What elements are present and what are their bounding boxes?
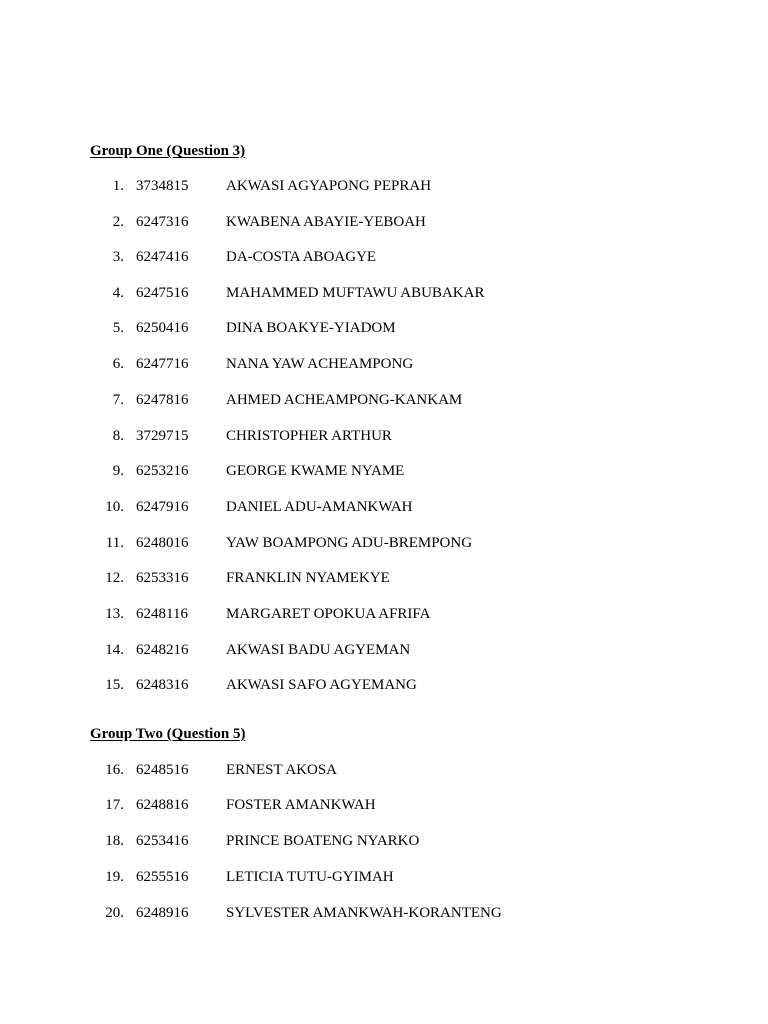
student-id: 6248116 — [136, 606, 188, 622]
list-item — [0, 760, 768, 780]
student-name: SYLVESTER AMANKWAH-KORANTENG — [226, 905, 502, 921]
list-item — [0, 390, 768, 410]
list-item — [0, 283, 768, 303]
list-item — [0, 795, 768, 815]
item-number: 17. — [105, 797, 124, 813]
item-number: 14. — [105, 642, 124, 658]
student-id: 6248016 — [136, 535, 189, 551]
item-number: 7. — [112, 392, 124, 408]
student-name: GEORGE KWAME NYAME — [226, 463, 405, 479]
student-id: 6247716 — [136, 356, 189, 372]
student-id: 6250416 — [136, 320, 189, 336]
item-number: 16. — [105, 762, 124, 778]
list-item — [0, 176, 768, 196]
student-id: 3729715 — [136, 428, 189, 444]
student-id: 6248916 — [136, 905, 189, 921]
item-number: 12. — [105, 570, 124, 586]
student-name: AKWASI BADU AGYEMAN — [226, 642, 411, 658]
item-number: 10. — [105, 499, 124, 515]
list-item — [0, 604, 768, 624]
student-id: 6253316 — [136, 570, 189, 586]
student-name: DA-COSTA ABOAGYE — [226, 249, 377, 265]
item-number: 1. — [112, 178, 124, 194]
student-name: DANIEL ADU-AMANKWAH — [226, 499, 413, 515]
student-id: 6248816 — [136, 797, 189, 813]
student-id: 6248316 — [136, 677, 189, 693]
student-name: PRINCE BOATENG NYARKO — [226, 833, 420, 849]
student-name: AKWASI SAFO AGYEMANG — [226, 677, 417, 693]
list-item — [0, 497, 768, 517]
student-name: YAW BOAMPONG ADU-BREMPONG — [226, 535, 473, 551]
student-name: KWABENA ABAYIE-YEBOAH — [226, 214, 426, 230]
student-name: NANA YAW ACHEAMPONG — [226, 356, 414, 372]
item-number: 15. — [105, 677, 124, 693]
student-name: CHRISTOPHER ARTHUR — [226, 428, 392, 444]
item-number: 20. — [105, 905, 124, 921]
list-item — [0, 318, 768, 338]
student-id: 6247916 — [136, 499, 189, 515]
group-one-heading: Group One (Question 3) — [90, 143, 246, 159]
item-number: 13. — [105, 606, 124, 622]
item-number: 11. — [105, 535, 124, 551]
student-name: FOSTER AMANKWAH — [226, 797, 376, 813]
student-id: 6255516 — [136, 869, 189, 885]
list-item — [0, 831, 768, 851]
student-id: 6248516 — [136, 762, 189, 778]
list-item — [0, 354, 768, 374]
student-id: 6253216 — [136, 463, 189, 479]
list-item — [0, 212, 768, 232]
group-two-heading: Group Two (Question 5) — [90, 726, 246, 742]
list-item — [0, 568, 768, 588]
item-number: 2. — [112, 214, 124, 230]
item-number: 4. — [112, 285, 124, 301]
student-id: 6253416 — [136, 833, 189, 849]
item-number: 19. — [105, 869, 124, 885]
student-name: MAHAMMED MUFTAWU ABUBAKAR — [226, 285, 485, 301]
item-number: 5. — [112, 320, 124, 336]
item-number: 3. — [112, 249, 124, 265]
student-id: 6247316 — [136, 214, 189, 230]
student-id: 6247816 — [136, 392, 189, 408]
list-item — [0, 640, 768, 660]
list-item — [0, 426, 768, 446]
student-name: AHMED ACHEAMPONG-KANKAM — [226, 392, 463, 408]
student-name: MARGARET OPOKUA AFRIFA — [226, 606, 431, 622]
list-item — [0, 533, 768, 553]
student-id: 6248216 — [136, 642, 189, 658]
student-id: 6247516 — [136, 285, 189, 301]
student-id: 6247416 — [136, 249, 189, 265]
list-item — [0, 461, 768, 481]
student-name: LETICIA TUTU-GYIMAH — [226, 869, 394, 885]
item-number: 6. — [112, 356, 124, 372]
item-number: 8. — [112, 428, 124, 444]
student-name: AKWASI AGYAPONG PEPRAH — [226, 178, 432, 194]
list-item — [0, 675, 768, 695]
list-item — [0, 903, 768, 923]
item-number: 18. — [105, 833, 124, 849]
student-name: ERNEST AKOSA — [226, 762, 337, 778]
student-id: 3734815 — [136, 178, 189, 194]
list-item — [0, 247, 768, 267]
student-name: DINA BOAKYE-YIADOM — [226, 320, 396, 336]
student-name: FRANKLIN NYAMEKYE — [226, 570, 390, 586]
list-item — [0, 867, 768, 887]
item-number: 9. — [112, 463, 124, 479]
